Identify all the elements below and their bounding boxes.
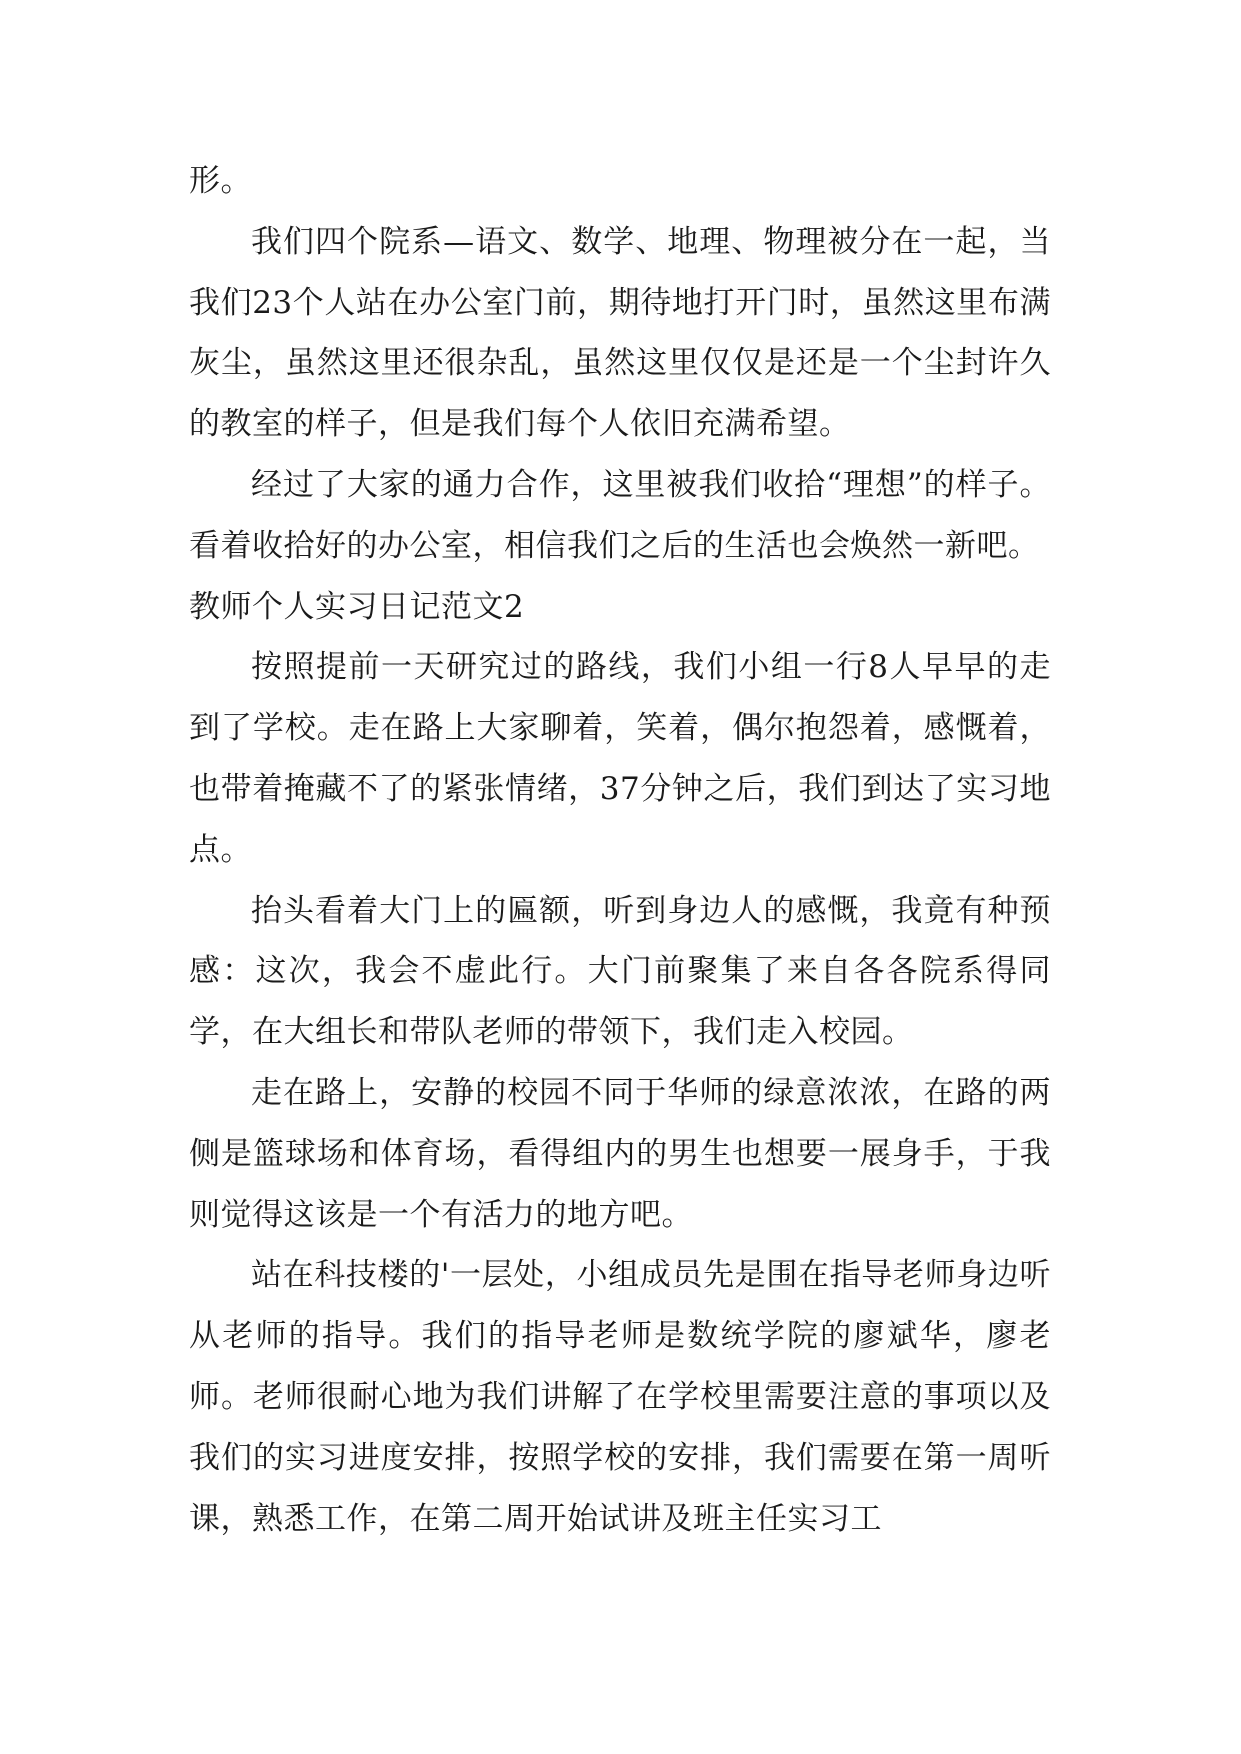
paragraph-departments: 我们四个院系—语文、数学、地理、物理被分在一起，当我们23个人站在办公室门前，期待地打开门时，虽然这里布满灰尘，虽然这里还很杂乱，虽然这里仅仅是还是一个尘封许久的教室的样子，但是我们每个人依旧充满希望。 bbox=[189, 223, 1051, 443]
section-title: 教师个人实习日记范文2 bbox=[189, 588, 525, 625]
paragraph-gate: 抬头看着大门上的匾额，听到身边人的感慨，我竟有种预感：这次，我会不虚此行。大门前聚集了来自各各院系得同学，在大组长和带队老师的带领下，我们走入校园。 bbox=[189, 892, 1051, 1051]
paragraph-cleanup: 经过了大家的通力合作，这里被我们收拾“理想”的样子。看着收拾好的办公室，相信我们之后的生活也会焕然一新吧。 bbox=[189, 466, 1051, 564]
paragraph-continuation: 形。 bbox=[189, 163, 252, 199]
paragraph-route: 按照提前一天研究过的路线，我们小组一行8人早早的走到了学校。走在路上大家聊着，笑着，偶尔抱怨着，感慨着，也带着掩藏不了的紧张情绪，37分钟之后，我们到达了实习地点。 bbox=[189, 649, 1051, 868]
document-body bbox=[189, 151, 1051, 1549]
paragraph-supervisor: 站在科技楼的'一层处，小组成员先是围在指导老师身边听从老师的指导。我们的指导老师是数统学院的廖斌华，廖老师。老师很耐心地为我们讲解了在学校里需要注意的事项以及我们的实习进度安排，按照学校的安排，我们需要在第一周听课，熟悉工作，在第二周开始试讲及班主任实习工 bbox=[189, 1257, 1051, 1537]
paragraph-campus: 走在路上，安静的校园不同于华师的绿意浓浓，在路的两侧是篮球场和体育场，看得组内的男生也想要一展身手，于我则觉得这该是一个有活力的地方吧。 bbox=[189, 1074, 1051, 1233]
